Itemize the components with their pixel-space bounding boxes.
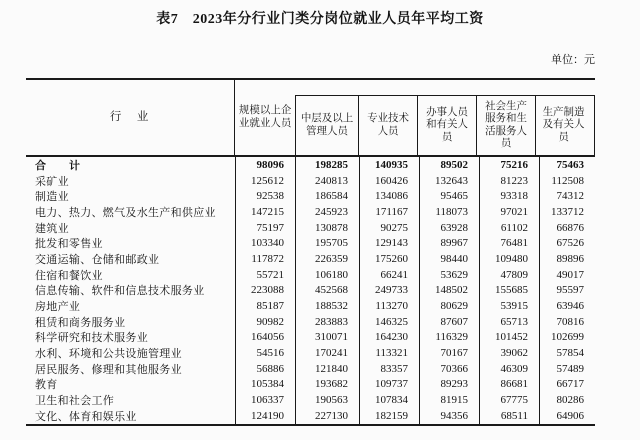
value-cell: 132643 [420,173,480,189]
value-cell: 227130 [296,408,360,424]
value-cell: 130878 [296,220,360,236]
header-managers: 中层及以上管理人员 [296,96,359,155]
value-cell: 160426 [360,173,420,189]
header-professionals: 专业技术人员 [359,96,418,155]
value-cell: 226359 [296,251,360,267]
page-title: 表7 2023年分行业门类分岗位就业人员年平均工资 [156,12,484,27]
value-cell: 198285 [296,157,360,173]
value-cell: 65713 [480,314,540,330]
value-cell: 146325 [360,314,420,330]
value-cell: 85187 [236,298,296,314]
table-header-row [26,78,595,157]
value-cell: 195705 [296,235,360,251]
value-cell: 75216 [480,157,540,173]
value-cell: 61102 [480,220,540,236]
value-cell: 182159 [360,408,420,424]
industry-label: 文化、体育和娱乐业 [26,408,236,424]
value-cell: 70816 [556,315,584,328]
table-body [26,157,595,426]
industry-label: 批发和零售业 [26,235,236,251]
value-cell: 70366 [420,361,480,377]
industry-label: 制造业 [26,188,236,204]
value-cell: 103340 [236,235,296,251]
value-cell: 133712 [551,205,584,218]
value-cell: 53629 [420,267,480,283]
value-cell: 121840 [296,361,360,377]
value-cell: 171167 [360,204,420,220]
industry-label: 科学研究和技术服务业 [26,330,236,346]
header-service-staff: 社会生产服务和生活服务人员 [477,96,536,155]
header-production-staff: 生产制造及有关人员 [542,106,585,143]
value-cell: 102699 [551,331,584,344]
value-cell: 92538 [236,188,296,204]
value-cell: 67526 [556,237,584,250]
industry-label: 合 计 [26,157,236,173]
table-row [26,361,595,377]
value-cell: 107834 [360,392,420,408]
value-cell: 90275 [360,220,420,236]
value-cell: 68511 [480,408,540,424]
value-cell: 164230 [360,330,420,346]
industry-label: 租赁和商务服务业 [26,314,236,330]
value-cell: 80286 [556,394,584,407]
value-cell: 89502 [420,157,480,173]
table-row [26,298,595,314]
value-cell: 125612 [236,173,296,189]
industry-label: 水利、环境和公共设施管理业 [26,345,236,361]
value-cell: 98440 [420,251,480,267]
value-cell: 106180 [296,267,360,283]
table-row [26,204,595,220]
value-cell: 87607 [420,314,480,330]
value-cell: 97021 [480,204,540,220]
header-overall-employees: 规模以上企业就业人员 [238,105,292,129]
value-cell: 109737 [360,377,420,393]
table-row [26,220,595,236]
value-cell: 63928 [420,220,480,236]
value-cell: 117872 [236,251,296,267]
value-cell: 80629 [420,298,480,314]
industry-label: 居民服务、修理和其他服务业 [26,361,236,377]
value-cell: 49017 [556,268,584,281]
value-cell: 175260 [360,251,420,267]
value-cell: 249733 [360,283,420,299]
value-cell: 66717 [556,378,584,391]
table-row [26,235,595,251]
header-industry: 行 业 [26,80,235,155]
value-cell: 46309 [480,361,540,377]
table-row [26,408,595,424]
wage-table [26,78,595,426]
value-cell: 245923 [296,204,360,220]
value-cell: 124190 [236,408,296,424]
value-cell: 47809 [480,267,540,283]
unit-label: 单位：元 [551,54,595,66]
value-cell: 147215 [236,204,296,220]
industry-label: 建筑业 [26,220,236,236]
table-row [26,330,595,346]
table-row [26,392,595,408]
value-cell: 148502 [420,283,480,299]
value-cell: 89293 [420,377,480,393]
value-cell: 193682 [296,377,360,393]
value-cell: 56886 [236,361,296,377]
value-cell: 452568 [296,283,360,299]
value-cell: 170241 [296,345,360,361]
value-cell: 86681 [480,377,540,393]
value-cell: 186584 [296,188,360,204]
value-cell: 310071 [296,330,360,346]
value-cell: 98096 [236,157,296,173]
value-cell: 70167 [420,345,480,361]
table-row [26,377,595,393]
industry-label: 采矿业 [26,173,236,189]
table-row [26,314,595,330]
value-cell: 81915 [420,392,480,408]
value-cell: 93318 [480,188,540,204]
value-cell: 283883 [296,314,360,330]
value-cell: 94356 [420,408,480,424]
value-cell: 188532 [296,298,360,314]
table-row [26,173,595,189]
value-cell: 39062 [480,345,540,361]
value-cell: 190563 [296,392,360,408]
value-cell: 57854 [556,347,584,360]
value-cell: 67775 [480,392,540,408]
industry-label: 住宿和餐饮业 [26,267,236,283]
value-cell: 66241 [360,267,420,283]
industry-label: 教育 [26,377,236,393]
value-cell: 54516 [236,345,296,361]
table-row [26,188,595,204]
value-cell: 113270 [360,298,420,314]
value-cell: 140935 [360,157,420,173]
value-cell: 112508 [551,174,584,187]
value-cell: 90982 [236,314,296,330]
value-cell: 53915 [480,298,540,314]
value-cell: 109480 [480,251,540,267]
industry-label: 交通运输、仓储和邮政业 [26,251,236,267]
value-cell: 101452 [480,330,540,346]
value-cell: 55721 [236,267,296,283]
value-cell: 134086 [360,188,420,204]
value-cell: 81223 [480,173,540,189]
value-cell: 155685 [480,283,540,299]
header-position-group [295,95,595,155]
industry-label: 卫生和社会工作 [26,392,236,408]
value-cell: 57489 [556,362,584,375]
value-cell: 74312 [556,190,584,203]
value-cell: 113321 [360,345,420,361]
value-cell: 118073 [420,204,480,220]
table-row [26,157,595,173]
industry-label: 电力、热力、燃气及水生产和供应业 [26,204,236,220]
value-cell: 89896 [556,252,584,265]
value-cell: 64906 [556,409,584,422]
value-cell: 75463 [556,158,584,171]
value-cell: 105384 [236,377,296,393]
header-clerical: 办事人员和有关人员 [418,96,477,155]
value-cell: 240813 [296,173,360,189]
table-row [26,345,595,361]
industry-label: 信息传输、软件和信息技术服务业 [26,283,236,299]
table-row [26,251,595,267]
value-cell: 106337 [236,392,296,408]
value-cell: 63946 [556,300,584,313]
value-cell: 95465 [420,188,480,204]
value-cell: 164056 [236,330,296,346]
value-cell: 95597 [556,284,584,297]
value-cell: 223088 [236,283,296,299]
value-cell: 116329 [420,330,480,346]
value-cell: 83357 [360,361,420,377]
value-cell: 76481 [480,235,540,251]
value-cell: 66876 [556,221,584,234]
value-cell: 89967 [420,235,480,251]
table-row [26,267,595,283]
value-cell: 129143 [360,235,420,251]
table-row [26,283,595,299]
industry-label: 房地产业 [26,298,236,314]
value-cell: 75197 [236,220,296,236]
